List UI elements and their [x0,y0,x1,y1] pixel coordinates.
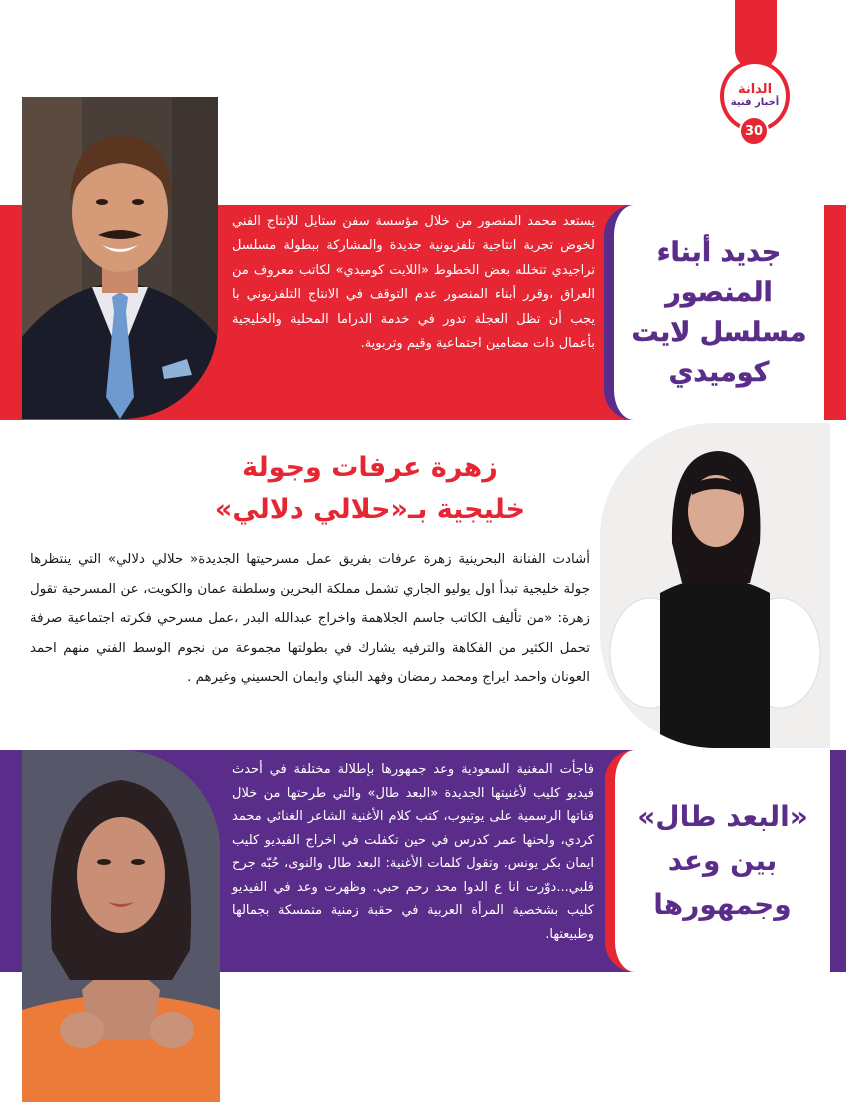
article2-body: أشادت الفنانة البحرينية زهرة عرفات بفريق عمل مسرحيتها الجديدة« حلالي دلالي» التي ينتظرها جولة خليجية تبدأ اول يوليو الجاري تشمل مملكة البحرين وسلطنة عمان والكويت، عن المسرحية تقول زهرة: «من تأليف الكاتب جاسم الجلاهمة واخراج عبدالله البدر ،عمل مسرحي فكرته اجتماعية صرفة تحمل الكثير من الفكاهة والترفيه يشارك في بطولتها مجموعة من نجوم الوسط الفني منهم احمد العونان واحمد ايراج ومحمد رمضان وفهد البناي وايمان الحسيني وغيرهم . [30,552,590,685]
article3-photo [22,750,220,1102]
section-label: أخبار فنية [730,97,780,108]
article2-title-line1: زهرة عرفات وجولة [242,452,498,483]
article1-title: جديد أبناء المنصور مسلسل لايت كوميدي [631,236,807,388]
article3-title: «البعد طال» بين وعد وجمهورها [637,800,808,921]
article1-body: يستعد محمد المنصور من خلال مؤسسة سفن ستايل للإنتاج الفني لخوض تجربة انتاجية تلفزيونية جديدة والمشاركة ببطولة مسلسل تراجيدي تتخلله بعض الخطوط «اللايت كوميدي» لكاتب معروف من العراق ،وقرر أبناء المنصور عدم التوقف في الانتاج التلفزيوني با يجب أن تظل العجلة تدور في خدمة الدراما المحلية والخليجية بأعمال ذات مضامين اجتماعية وقيم وتربوية. [232,214,595,352]
article2-photo [600,423,830,748]
article2-title [200,447,540,531]
article1-photo [22,97,218,419]
article2-title-line2: خليجية بـ«حلالي دلالي» [214,494,526,525]
article3-title-card [605,750,830,972]
article1-title-card [604,205,824,420]
page-number: 30 [739,116,769,146]
article3-body: فاجأت المغنية السعودية وعد جمهورها بإطلالة مختلفة في أحدث فيديو كليب لأغنيتها الجديدة «البعد طال» والتي طرحتها من خلال قناتها الرسمية على يوتيوب، كتب كلام الأغنية الشاعر الغنائي محمد كردي، ولحنها عمر كدرس في حين تكفلت في اخراج الفيديو كليب ايمان بكر يونس. وتقول كلمات الأغنية: البعد طال والنوى، حُبّه جرح قلبي...دوّرت انا ع الدوا محد رحم حبي. وظهرت وعد في الفيديو كليب بشخصية المرأة العربية في حقبة زمنية متمسكة بجمالها وطبيعتها. [232,762,594,942]
logo-text: الدانة [737,82,773,97]
